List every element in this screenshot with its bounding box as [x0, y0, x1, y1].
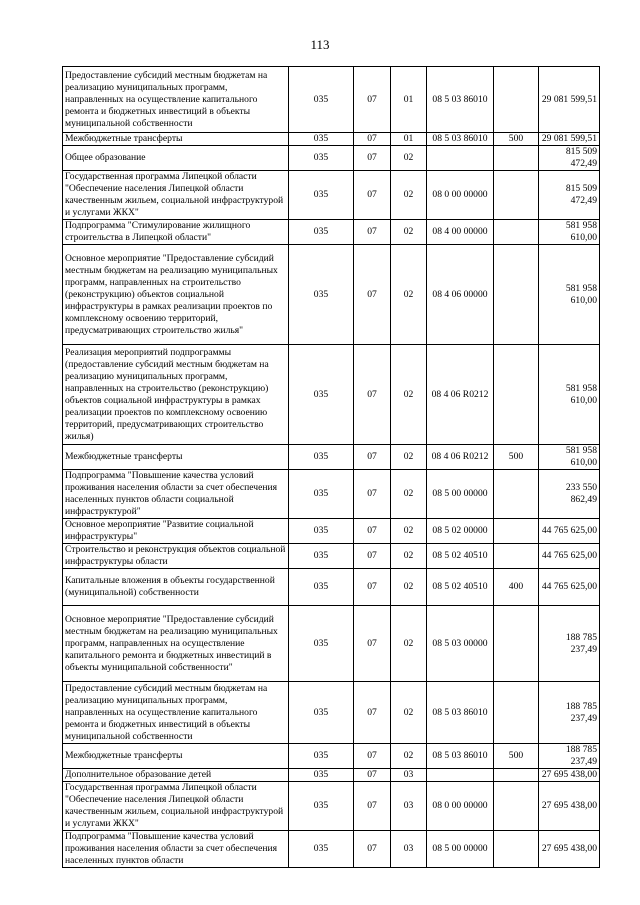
cell-section: 07 [354, 133, 391, 146]
cell-ministry: 035 [289, 245, 354, 345]
cell-ministry: 035 [289, 544, 354, 569]
cell-subsection: 01 [391, 67, 427, 133]
cell-ministry: 035 [289, 606, 354, 682]
cell-section: 07 [354, 245, 391, 345]
cell-expense-type [494, 220, 539, 245]
cell-section: 07 [354, 220, 391, 245]
cell-name: Государственная программа Липецкой области "Обеспечение населения Липецкой области качественным жильем, социальной инфраструктурой и услугами ЖКХ" [63, 171, 289, 220]
table-row [63, 146, 600, 171]
cell-section: 07 [354, 682, 391, 744]
cell-expense-type [494, 769, 539, 782]
cell-amount: 233 550 862,49 [539, 470, 600, 519]
cell-name: Подпрограмма "Стимулирование жилищного строительства в Липецкой области" [63, 220, 289, 245]
table-row [63, 769, 600, 782]
cell-subsection: 03 [391, 831, 427, 868]
cell-amount: 581 958 610,00 [539, 445, 600, 470]
cell-target-code: 08 4 06 R0212 [427, 445, 494, 470]
cell-ministry: 035 [289, 345, 354, 445]
cell-amount: 188 785 237,49 [539, 682, 600, 744]
table-row [63, 445, 600, 470]
cell-section: 07 [354, 345, 391, 445]
table-row [63, 569, 600, 606]
table-row [63, 544, 600, 569]
cell-target-code: 08 5 02 40510 [427, 544, 494, 569]
cell-amount: 581 958 610,00 [539, 345, 600, 445]
cell-name: Общее образование [63, 146, 289, 171]
cell-target-code: 08 5 03 86010 [427, 133, 494, 146]
cell-ministry: 035 [289, 569, 354, 606]
cell-section: 07 [354, 744, 391, 769]
cell-expense-type [494, 171, 539, 220]
cell-amount: 44 765 625,00 [539, 569, 600, 606]
cell-name: Государственная программа Липецкой области "Обеспечение населения Липецкой области качественным жильем, социальной инфраструктурой и услугами ЖКХ" [63, 782, 289, 831]
cell-expense-type: 500 [494, 133, 539, 146]
cell-target-code: 08 5 03 86010 [427, 682, 494, 744]
cell-name: Основное мероприятие "Развитие социальной инфраструктуры" [63, 519, 289, 544]
cell-target-code: 08 4 00 00000 [427, 220, 494, 245]
cell-section: 07 [354, 569, 391, 606]
cell-name: Межбюджетные трансферты [63, 445, 289, 470]
cell-section: 07 [354, 831, 391, 868]
table-row [63, 519, 600, 544]
cell-expense-type: 400 [494, 569, 539, 606]
cell-section: 07 [354, 769, 391, 782]
cell-target-code: 08 5 00 00000 [427, 831, 494, 868]
cell-subsection: 02 [391, 569, 427, 606]
cell-target-code: 08 4 06 00000 [427, 245, 494, 345]
cell-name: Капитальные вложения в объекты государственной (муниципальной) собственности [63, 569, 289, 606]
cell-amount: 188 785 237,49 [539, 606, 600, 682]
cell-amount: 29 081 599,51 [539, 67, 600, 133]
cell-amount: 27 695 438,00 [539, 769, 600, 782]
cell-amount: 581 958 610,00 [539, 220, 600, 245]
cell-expense-type: 500 [494, 744, 539, 769]
cell-ministry: 035 [289, 445, 354, 470]
budget-table-body [63, 67, 600, 868]
table-row [63, 831, 600, 868]
cell-target-code: 08 5 00 00000 [427, 470, 494, 519]
cell-subsection: 02 [391, 245, 427, 345]
cell-expense-type [494, 682, 539, 744]
cell-expense-type [494, 470, 539, 519]
cell-ministry: 035 [289, 769, 354, 782]
cell-amount: 815 509 472,49 [539, 171, 600, 220]
cell-amount: 44 765 625,00 [539, 544, 600, 569]
cell-target-code [427, 769, 494, 782]
cell-amount: 815 509 472,49 [539, 146, 600, 171]
cell-subsection: 02 [391, 544, 427, 569]
cell-section: 07 [354, 606, 391, 682]
cell-section: 07 [354, 171, 391, 220]
cell-name: Подпрограмма "Повышение качества условий проживания населения области за счет обеспечения населенных пунктов области социальной инфраструктурой" [63, 470, 289, 519]
table-row [63, 345, 600, 445]
cell-ministry: 035 [289, 133, 354, 146]
cell-name: Предоставление субсидий местным бюджетам на реализацию муниципальных программ, направленных на осуществление капитального ремонта и бюджетных инвестиций в объекты муниципальной собственности [63, 682, 289, 744]
cell-name: Межбюджетные трансферты [63, 133, 289, 146]
table-row [63, 606, 600, 682]
cell-expense-type [494, 67, 539, 133]
cell-subsection: 02 [391, 744, 427, 769]
cell-expense-type [494, 146, 539, 171]
table-row [63, 682, 600, 744]
cell-subsection: 02 [391, 345, 427, 445]
cell-amount: 27 695 438,00 [539, 782, 600, 831]
cell-section: 07 [354, 544, 391, 569]
cell-subsection: 03 [391, 782, 427, 831]
cell-section: 07 [354, 67, 391, 133]
cell-section: 07 [354, 470, 391, 519]
cell-name: Предоставление субсидий местным бюджетам на реализацию муниципальных программ, направленных на осуществление капитального ремонта и бюджетных инвестиций в объекты муниципальной собственности [63, 67, 289, 133]
cell-name: Строительство и реконструкция объектов социальной инфраструктуры области [63, 544, 289, 569]
cell-expense-type [494, 519, 539, 544]
cell-target-code: 08 5 02 40510 [427, 569, 494, 606]
cell-expense-type [494, 245, 539, 345]
cell-target-code: 08 5 03 86010 [427, 67, 494, 133]
table-row [63, 67, 600, 133]
budget-table [62, 66, 600, 868]
cell-subsection: 02 [391, 220, 427, 245]
table-row [63, 470, 600, 519]
cell-target-code: 08 5 03 86010 [427, 744, 494, 769]
cell-name: Основное мероприятие "Предоставление субсидий местным бюджетам на реализацию муниципальных программ, направленных на строительство (реконструкцию) объектов социальной инфраструктуры в рамках реализации проектов по комплексному освоению территорий, предусматривающих строительство жилья" [63, 245, 289, 345]
cell-amount: 44 765 625,00 [539, 519, 600, 544]
cell-expense-type [494, 831, 539, 868]
cell-subsection: 02 [391, 146, 427, 171]
cell-name: Подпрограмма "Повышение качества условий проживания населения области за счет обеспечения населенных пунктов области [63, 831, 289, 868]
cell-ministry: 035 [289, 470, 354, 519]
cell-target-code [427, 146, 494, 171]
cell-ministry: 035 [289, 682, 354, 744]
cell-name: Дополнительное образование детей [63, 769, 289, 782]
cell-expense-type [494, 782, 539, 831]
cell-ministry: 035 [289, 220, 354, 245]
cell-subsection: 02 [391, 445, 427, 470]
cell-expense-type [494, 544, 539, 569]
cell-amount: 27 695 438,00 [539, 831, 600, 868]
cell-ministry: 035 [289, 831, 354, 868]
cell-subsection: 02 [391, 682, 427, 744]
cell-target-code: 08 0 00 00000 [427, 782, 494, 831]
table-row [63, 245, 600, 345]
page-number: 113 [310, 37, 330, 52]
cell-section: 07 [354, 146, 391, 171]
cell-name: Реализация мероприятий подпрограммы (предоставление субсидий местным бюджетам на реализацию муниципальных программ, направленных на строительство (реконструкцию) объектов социальной инфраструктуры в рамках реализации проектов по комплексному освоению территорий, предусматривающих строительство жилья) [63, 345, 289, 445]
table-row [63, 133, 600, 146]
table-row [63, 171, 600, 220]
cell-section: 07 [354, 782, 391, 831]
cell-expense-type [494, 345, 539, 445]
cell-subsection: 02 [391, 171, 427, 220]
cell-subsection: 02 [391, 606, 427, 682]
cell-amount: 581 958 610,00 [539, 245, 600, 345]
cell-subsection: 03 [391, 769, 427, 782]
table-row [63, 782, 600, 831]
cell-target-code: 08 5 03 00000 [427, 606, 494, 682]
table-row [63, 220, 600, 245]
cell-expense-type: 500 [494, 445, 539, 470]
cell-ministry: 035 [289, 171, 354, 220]
cell-amount: 188 785 237,49 [539, 744, 600, 769]
cell-ministry: 035 [289, 67, 354, 133]
cell-target-code: 08 4 06 R0212 [427, 345, 494, 445]
cell-ministry: 035 [289, 519, 354, 544]
cell-section: 07 [354, 445, 391, 470]
cell-ministry: 035 [289, 146, 354, 171]
cell-ministry: 035 [289, 782, 354, 831]
cell-target-code: 08 5 02 00000 [427, 519, 494, 544]
cell-amount: 29 081 599,51 [539, 133, 600, 146]
cell-name: Межбюджетные трансферты [63, 744, 289, 769]
cell-subsection: 01 [391, 133, 427, 146]
cell-name: Основное мероприятие "Предоставление субсидий местным бюджетам на реализацию муниципальных программ, направленных на осуществление капитального ремонта и бюджетных инвестиций в объекты муниципальной собственности" [63, 606, 289, 682]
table-row [63, 744, 600, 769]
cell-subsection: 02 [391, 519, 427, 544]
cell-subsection: 02 [391, 470, 427, 519]
cell-ministry: 035 [289, 744, 354, 769]
cell-section: 07 [354, 519, 391, 544]
cell-expense-type [494, 606, 539, 682]
cell-target-code: 08 0 00 00000 [427, 171, 494, 220]
